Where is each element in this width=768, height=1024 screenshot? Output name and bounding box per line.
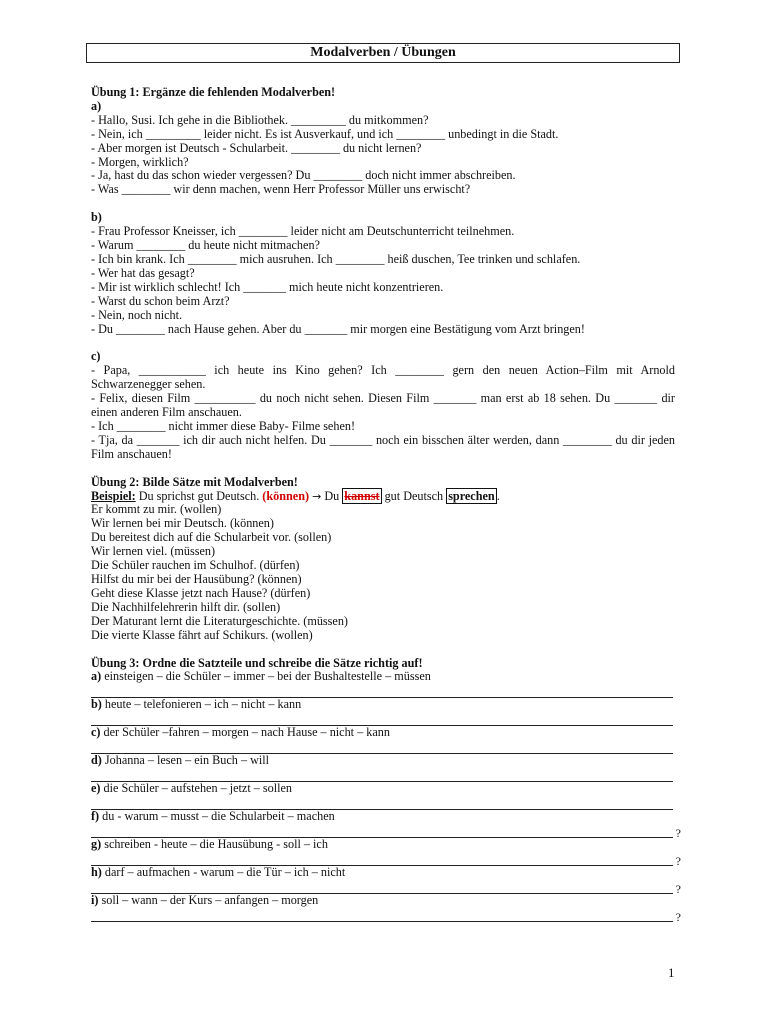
answer-line[interactable] [91,740,673,754]
dialogue-line: - Tja, da _______ ich dir auch nicht helfen. Du _______ noch ein bisschen älter werden, dann ________ du dir jeden Film anschauen! [91,432,675,461]
answer-line[interactable] [91,712,673,726]
answer-line[interactable]: ? [91,824,673,838]
dialogue-line: - Warst du schon beim Arzt? [91,293,230,308]
exercise-1c-lines [91,364,675,461]
practice-sentence: Geht diese Klasse jetzt nach Hause? (dürfen) [91,585,311,600]
answer-line[interactable]: ? [91,852,673,866]
dialogue-line: - Du ________ nach Hause gehen. Aber du _______ mir morgen eine Bestätigung vom Arzt bringen! [91,321,585,336]
practice-sentence: Die Schüler rauchen im Schulhof. (dürfen) [91,558,300,573]
example-sentence: Beispiel: Du sprichst gut Deutsch. (können) → Du kannst gut Deutsch sprechen . [91,488,500,503]
ordering-item: f) du - warum – musst – die Schularbeit – machen ? [91,809,681,841]
dialogue-line: - Morgen, wirklich? [91,154,189,169]
exercise-1c-label: c) [91,349,101,364]
modal-verb-box: kannst [344,488,380,503]
exercise-1b-label: b) [91,210,102,225]
practice-sentence: Du bereitest dich auf die Schularbeit vor. (sollen) [91,530,332,545]
dialogue-line: - Aber morgen ist Deutsch - Schularbeit. ________ du nicht lernen? [91,140,422,155]
dialogue-line: - Was ________ wir denn machen, wenn Herr Professor Müller uns erwischt? [91,182,471,197]
exercise-1b-lines [91,225,675,336]
ordering-item: e) die Schüler – aufstehen – jetzt – sollen [91,782,675,810]
ordering-item: g) schreiben - heute – die Hausübung - soll – ich ? [91,837,681,869]
practice-sentence: Die vierte Klasse fährt auf Schikurs. (wollen) [91,627,313,642]
practice-sentence: Der Maturant lernt die Literaturgeschichte. (müssen) [91,613,348,628]
page-title: Modalverben / Übungen [86,43,680,63]
ordering-item: h) darf – aufmachen - warum – die Tür – ich – nicht ? [91,865,681,897]
ordering-item: d) Johanna – lesen – ein Buch – will [91,754,675,782]
dialogue-line: - Ich bin krank. Ich ________ mich ausruhen. Ich ________ heiß duschen, Tee trinken und schlafen. [91,251,581,266]
exercise-1a-label: a) [91,98,102,113]
practice-sentence: Er kommt zu mir. (wollen) [91,502,222,517]
dialogue-line: - Ich ________ nicht immer diese Baby- Filme sehen! [91,418,356,433]
exercise-2-sentences [91,503,675,642]
practice-sentence: Hilfst du mir bei der Hausübung? (können) [91,572,302,586]
dialogue-line: - Nein, ich _________ leider nicht. Es ist Ausverkauf, und ich ________ unbedingt in die Stadt. [91,126,559,141]
answer-line[interactable] [91,684,673,698]
exercise-3-heading: Übung 3: Ordne die Satzteile und schreibe die Sätze richtig auf! [91,655,423,670]
practice-sentence: Wir lernen viel. (müssen) [91,544,216,559]
exercise-1-heading: Übung 1: Ergänze die fehlenden Modalverben! [91,85,336,99]
answer-line[interactable] [91,768,673,782]
ordering-item: b) heute – telefonieren – ich – nicht – kann [91,698,675,726]
dialogue-line: - Felix, diesen Film __________ du noch nicht sehen. Diesen Film _______ man erst ab 18 sehen. Du _______ dir einen anderen Film anschauen. [91,391,675,420]
answer-line[interactable] [91,796,673,810]
practice-sentence: Die Nachhilfelehrerin hilft dir. (sollen) [91,599,281,614]
exercise-2-heading: Übung 2: Bilde Sätze mit Modalverben! [91,474,298,489]
dialogue-line: - Hallo, Susi. Ich gehe in die Bibliothek. _________ du mitkommen? [91,112,429,127]
page-number: 1 [668,965,675,980]
answer-line[interactable]: ? [91,908,673,922]
dialogue-line: - Papa, ___________ ich heute ins Kino gehen? Ich ________ gern den neuen Action–Film mit Arnold Schwarzenegger sehen. [91,363,675,392]
exercise-1a-lines [91,114,675,197]
arrow-right-icon: → [312,489,322,503]
exercise-3-items [91,669,681,925]
dialogue-line: - Warum ________ du heute nicht mitmachen? [91,238,320,253]
answer-line[interactable]: ? [91,880,673,894]
dialogue-line: - Ja, hast du das schon wieder vergessen? Du ________ doch nicht immer abschreiben. [91,168,516,183]
practice-sentence: Wir lernen bei mir Deutsch. (können) [91,516,274,531]
dialogue-line: - Nein, noch nicht. [91,307,183,322]
modal-hint: (können) [262,488,310,503]
dialogue-line: - Mir ist wirklich schlecht! Ich _______ mich heute nicht konzentrieren. [91,279,444,294]
dialogue-line: - Frau Professor Kneisser, ich ________ leider nicht am Deutschunterricht teilnehmen. [91,224,515,239]
dialogue-line: - Wer hat das gesagt? [91,265,195,280]
ordering-item: i) soll – wann – der Kurs – anfangen – morgen ? [91,893,681,925]
example-label: Beispiel: [91,488,136,503]
ordering-item: c) der Schüler –fahren – morgen – nach Hause – nicht – kann [91,726,675,754]
worksheet-content [91,85,681,925]
infinitive-verb-box: sprechen [448,488,495,503]
ordering-item: a) einsteigen – die Schüler – immer – bei der Bushaltestelle – müssen [91,670,675,698]
